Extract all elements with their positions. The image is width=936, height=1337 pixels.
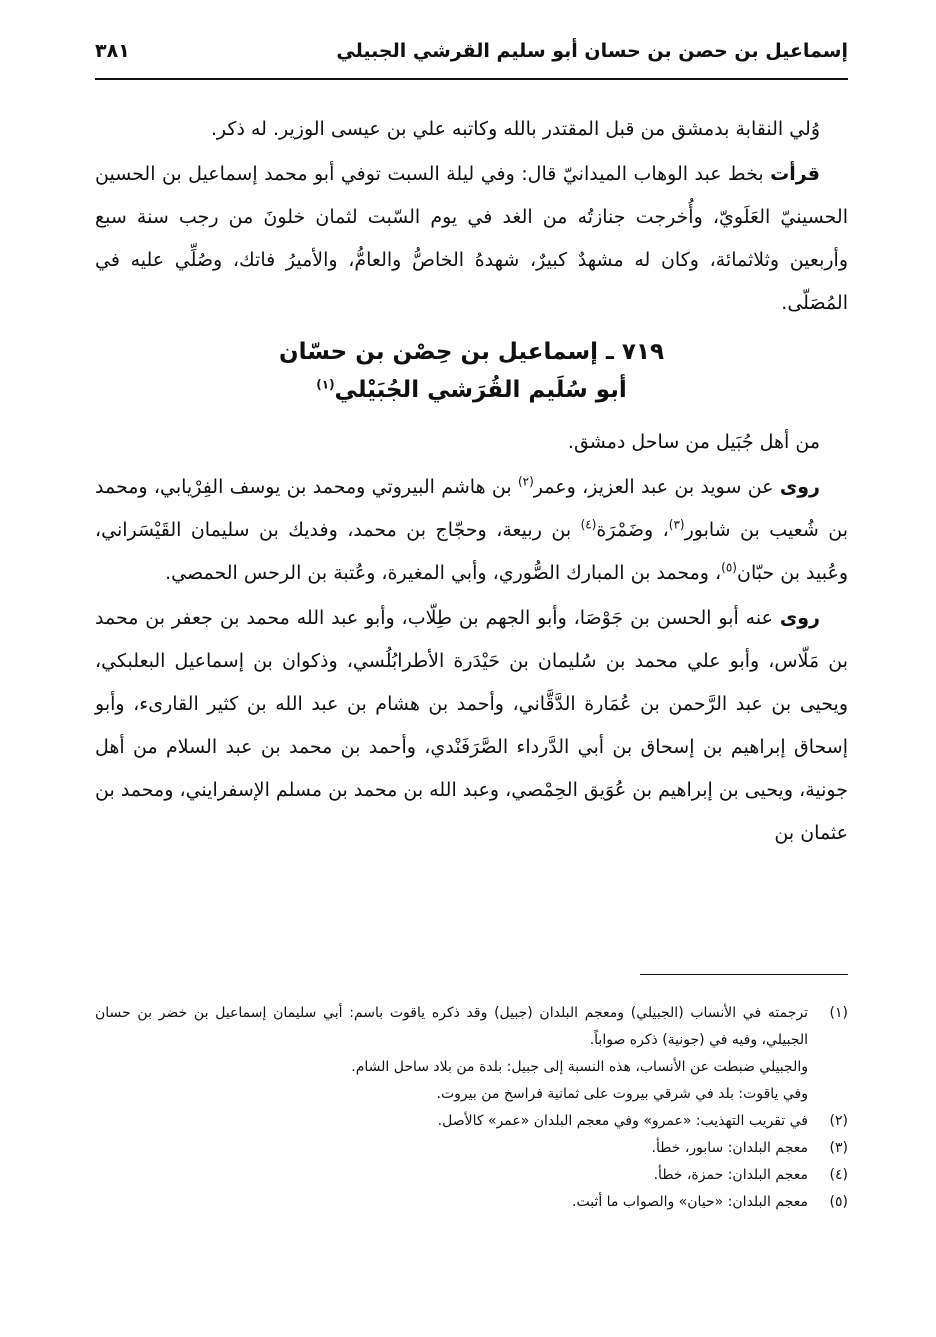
footnote-number: (٣) bbox=[829, 1140, 848, 1156]
footnote-line: ترجمته في الأنساب (الجبيلي) ومعجم البلدان (جبيل) وقد ذكره ياقوت باسم: أبي سليمان إسماعيل بن خضر بن حسان الجبيلي، وفيه في (جونية) ذكره صواباً. bbox=[95, 1005, 808, 1048]
footnote-line: معجم البلدان: سابور، خطأ. bbox=[651, 1140, 808, 1156]
footnote-line: معجم البلدان: حمزة، خطأ. bbox=[653, 1167, 808, 1183]
footnote-4 bbox=[95, 1162, 848, 1189]
running-title: إسماعيل بن حصن بن حسان أبو سليم القرشي الجبيلي bbox=[336, 40, 848, 62]
entry-heading-name: أبو سُلَيم القُرَشي الجُبَيْلي bbox=[334, 377, 627, 403]
lead-word: قرأت bbox=[770, 163, 820, 185]
footnote-body bbox=[95, 1000, 808, 1108]
footnote-number: (٥) bbox=[829, 1194, 848, 1210]
footnote-line: والجبيلي ضبطت عن الأنساب، هذه النسبة إلى جبيل: بلدة من بلاد ساحل الشام. bbox=[351, 1059, 808, 1075]
footnote-number: (١) bbox=[829, 1005, 848, 1021]
lead-word: روى bbox=[779, 607, 820, 629]
narrated-by-text: عنه أبو الحسن بن جَوْصَا، وأبو الجهم بن طِلّاب، وأبو عبد الله محمد بن جعفر بن محمد بن مَلّاس، وأبو علي محمد بن سُليمان بن حَيْدَرة الأطرابُلُسي، وذكوان بن إسماعيل البعلبكي، ويحيى بن عبد الرَّحمن بن عُمَارة الدَّقَّاني، وأحمد بن هشام بن عبد الله بن كثير القارىء، وأبو إسحاق إبراهيم بن إسحاق بن أبي الدَّرداء الصَّرَفَنْدي، وأحمد بن محمد بن عبد السلام من أهل جونية، ويحيى بن إبراهيم بن عُوَيق الحِمْصي، وعبد الله بن محمد بن مسلم الإسفرايني، ومحمد بن عثمان بن bbox=[95, 607, 848, 844]
footnote-line: معجم البلدان: «حيان» والصواب ما أثبت. bbox=[572, 1194, 808, 1210]
origin-text: من أهل جُبَيل من ساحل دمشق. bbox=[567, 431, 820, 453]
footnote-5 bbox=[95, 1189, 848, 1216]
footnote-ref-2: (٢) bbox=[517, 474, 534, 489]
entry-heading bbox=[95, 333, 848, 409]
footnote-2 bbox=[95, 1108, 848, 1135]
narrated-from-text-4: بن ربيعة، وحجّاج بن محمد، وفديك بن سليمان القَيْسَراني، وعُبيد بن حبّان bbox=[95, 519, 848, 584]
page-header bbox=[95, 38, 848, 78]
footnote-body bbox=[95, 1108, 808, 1135]
footnote-number: (٢) bbox=[829, 1113, 848, 1129]
footnote-number: (٤) bbox=[829, 1167, 848, 1183]
footnote-body bbox=[95, 1189, 808, 1216]
paragraph-narrated-by bbox=[95, 597, 848, 855]
footnote-body bbox=[95, 1162, 808, 1189]
footnote-line: في تقريب التهذيب: «عمرو» وفي معجم البلدان «عمر» كالأصل. bbox=[437, 1113, 808, 1129]
paragraph-narrated-from bbox=[95, 466, 848, 595]
paragraph-death-record bbox=[95, 153, 848, 325]
paragraph-origin bbox=[95, 421, 848, 464]
footnote-ref-5: (٥) bbox=[721, 560, 737, 575]
footnote-rule bbox=[640, 974, 848, 975]
footnote-ref-4: (٤) bbox=[580, 517, 597, 532]
header-rule bbox=[95, 78, 848, 80]
footnote-body bbox=[95, 1135, 808, 1162]
entry-heading-line-1: ٧١٩ ـ إسماعيل بن حِصْن بن حسّان bbox=[278, 339, 665, 365]
main-text bbox=[95, 108, 848, 855]
paragraph-office-text: وُلي النقابة بدمشق من قبل المقتدر بالله وكاتبه علي بن عيسى الوزير. له ذكر. bbox=[210, 118, 820, 140]
footnote-ref-3: (٣) bbox=[668, 517, 685, 532]
paragraph-office bbox=[95, 108, 848, 151]
footnotes bbox=[95, 1000, 848, 1216]
narrated-from-text-5: ، ومحمد بن المبارك الصُّوري، وأبي المغيرة، وعُتبة بن الرحس الحمصي. bbox=[165, 562, 722, 584]
footnote-line: وفي ياقوت: بلد في شرقي بيروت على ثمانية فراسخ من بيروت. bbox=[436, 1086, 808, 1102]
paragraph-death-text: بخط عبد الوهاب الميدانيّ قال: وفي ليلة السبت توفي أبو محمد إسماعيل بن الحسين الحسينيّ العَلَويّ، وأُخرجت جنازتُه من الغد في يوم السّبت لثمان خلونَ من رجب سنة سبع وأربعين وثلاثمائة، وكان له مشهدٌ كبيرٌ، شهدهُ الخاصُّ والعامُّ، والأميرُ فاتك، وصُلِّي عليه في المُصَلّى. bbox=[95, 163, 848, 314]
footnote-3 bbox=[95, 1135, 848, 1162]
narrated-from-text-3: ، وضَمْرَة bbox=[596, 519, 669, 541]
narrated-from-text-1: عن سويد بن عبد العزيز، وعمر bbox=[533, 476, 780, 498]
entry-heading-line-2 bbox=[95, 371, 848, 409]
footnote-1 bbox=[95, 1000, 848, 1108]
footnote-ref-1: (١) bbox=[316, 377, 335, 392]
page-number: ٣٨١ bbox=[95, 40, 130, 62]
narrated-from-text-2: بن هاشم البيروتي ومحمد بن يوسف الفِرْيابي، ومحمد بن شُعيب بن شابور bbox=[95, 476, 848, 541]
lead-word: روى bbox=[779, 476, 820, 498]
